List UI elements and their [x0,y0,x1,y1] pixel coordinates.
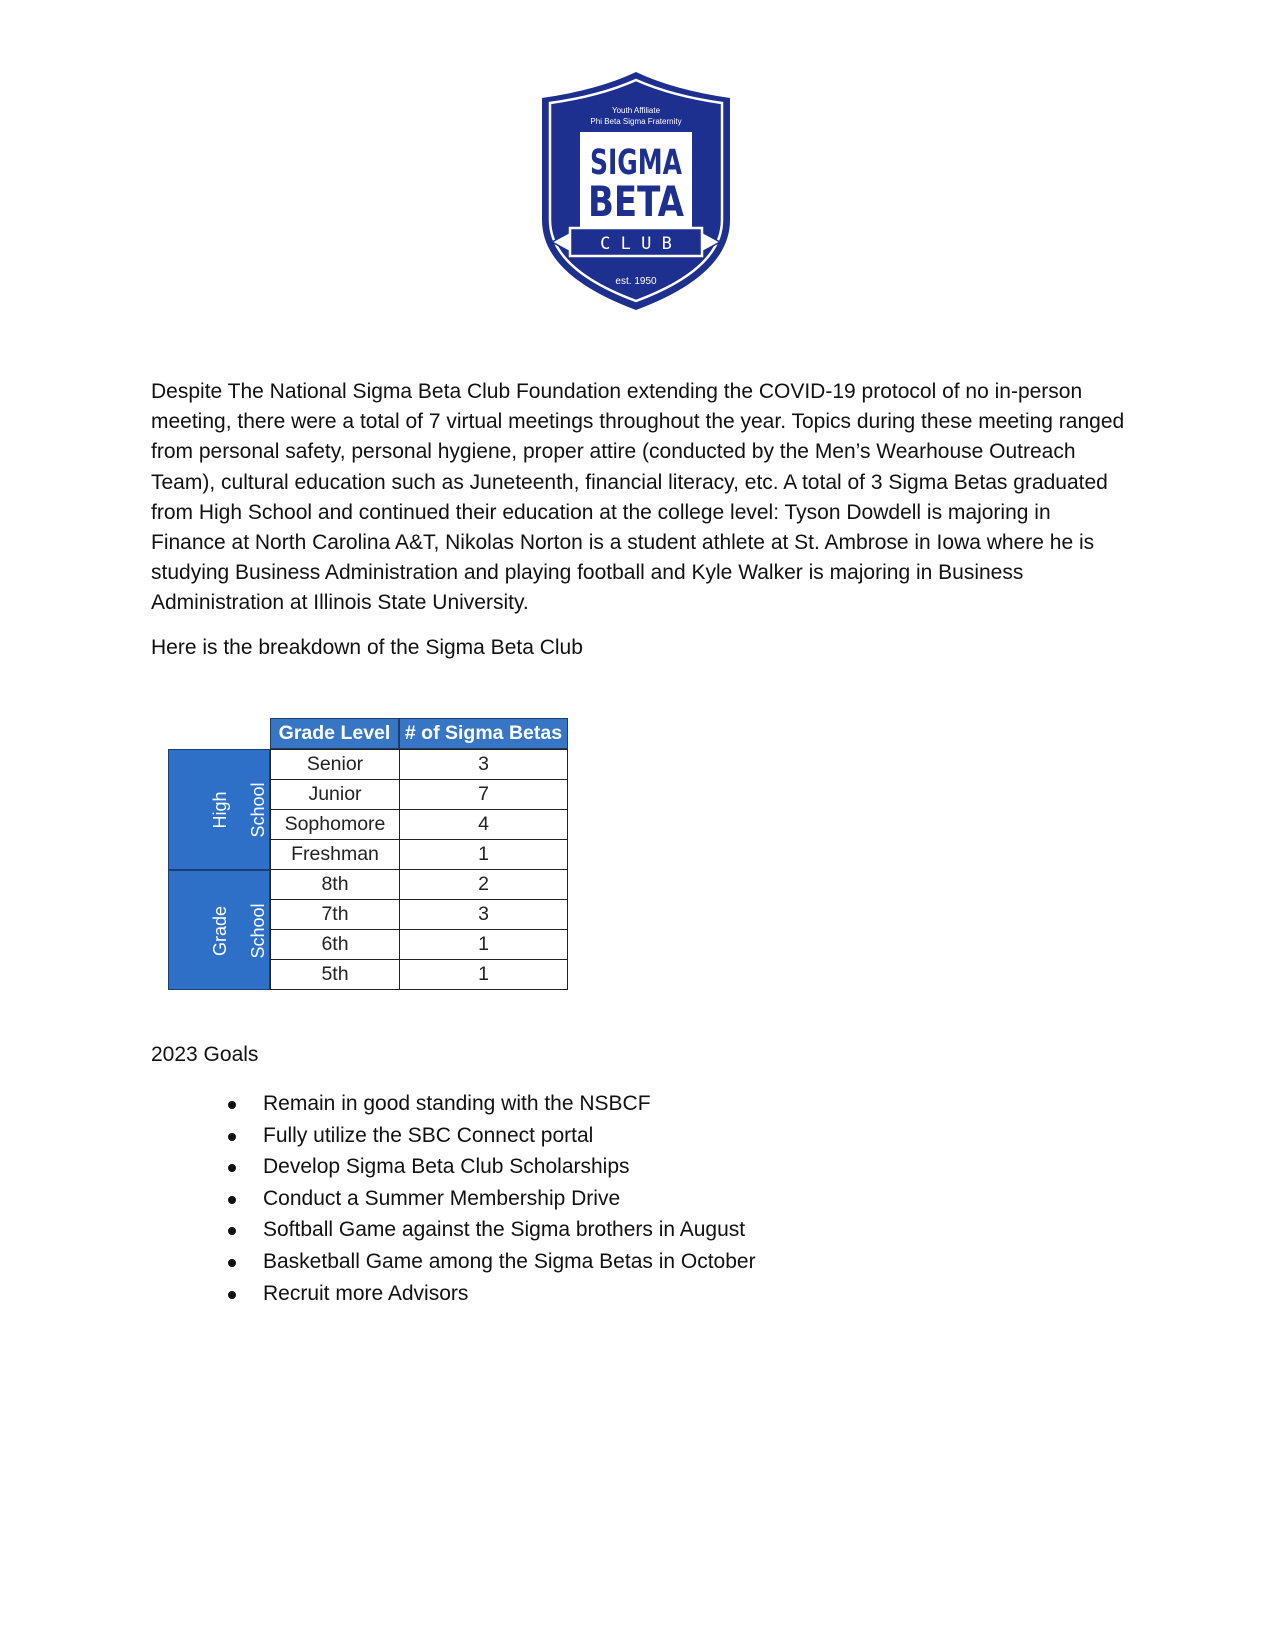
cell-count: 3 [399,899,568,930]
goal-item: Conduct a Summer Membership Drive [228,1183,756,1215]
summary-paragraph: Despite The National Sigma Beta Club Foundation extending the COVID-19 protocol of no in-person meeting, there were a total of 7 virtual meetings throughout the year. Topics during these meeting ranged from personal safety, personal hygiene, proper attire (conducted by the Men’s Wearhouse Outreach Team), cultural education such as Juneteenth, financial literacy, etc. A total of 3 Sigma Betas graduated from High School and continued their education at the college level: Tyson Dowdell is majoring in Finance at North Carolina A&T, Nikolas Norton is a student athlete at St. Ambrose in Iowa where he is studying Business Administration and playing football and Kyle Walker is majoring in Business Administration at Illinois State University. [151,380,1125,615]
logo-sigma-text: SIGMA [590,143,682,183]
group-label-line2: School [248,903,268,959]
goals-list [228,1088,756,1309]
group-label-line2: School [248,782,268,838]
goal-item: Basketball Game among the Sigma Betas in October [228,1246,756,1278]
grade-breakdown-table [168,718,568,990]
cell-grade: 7th [270,899,400,930]
cell-count: 1 [399,959,568,990]
cell-count: 1 [399,929,568,960]
cell-count: 1 [399,839,568,870]
goals-heading: 2023 Goals [151,1043,259,1066]
header-sigma-betas: # of Sigma Betas [399,718,568,749]
goal-item: Softball Game against the Sigma brothers in August [228,1214,756,1246]
logo-beta-text: BETA [588,177,685,226]
logo-est-text: est. 1950 [615,276,657,287]
header-grade-level: Grade Level [270,718,399,749]
cell-count: 4 [399,809,568,840]
logo-club-text: C L U B [600,234,672,254]
logo-fraternity-text: Phi Beta Sigma Fraternity [590,117,682,126]
group-label-line1: High [210,791,230,829]
goal-item: Recruit more Advisors [228,1278,756,1310]
cell-grade: Senior [270,749,400,780]
cell-grade: 8th [270,869,400,900]
group-label-line1: Grade [210,905,230,957]
group-grade-school [168,870,270,990]
group-high-school [168,749,270,870]
cell-count: 3 [399,749,568,780]
cell-count: 7 [399,779,568,810]
goal-item: Fully utilize the SBC Connect portal [228,1120,756,1152]
cell-grade: 5th [270,959,400,990]
cell-count: 2 [399,869,568,900]
cell-grade: Freshman [270,839,400,870]
breakdown-intro: Here is the breakdown of the Sigma Beta Club [151,636,583,659]
sigma-beta-club-logo [538,70,734,314]
cell-grade: Junior [270,779,400,810]
goal-item: Remain in good standing with the NSBCF [228,1088,756,1120]
cell-grade: Sophomore [270,809,400,840]
goal-item: Develop Sigma Beta Club Scholarships [228,1151,756,1183]
cell-grade: 6th [270,929,400,960]
logo-affiliate-text: Youth Affiliate [611,106,661,115]
